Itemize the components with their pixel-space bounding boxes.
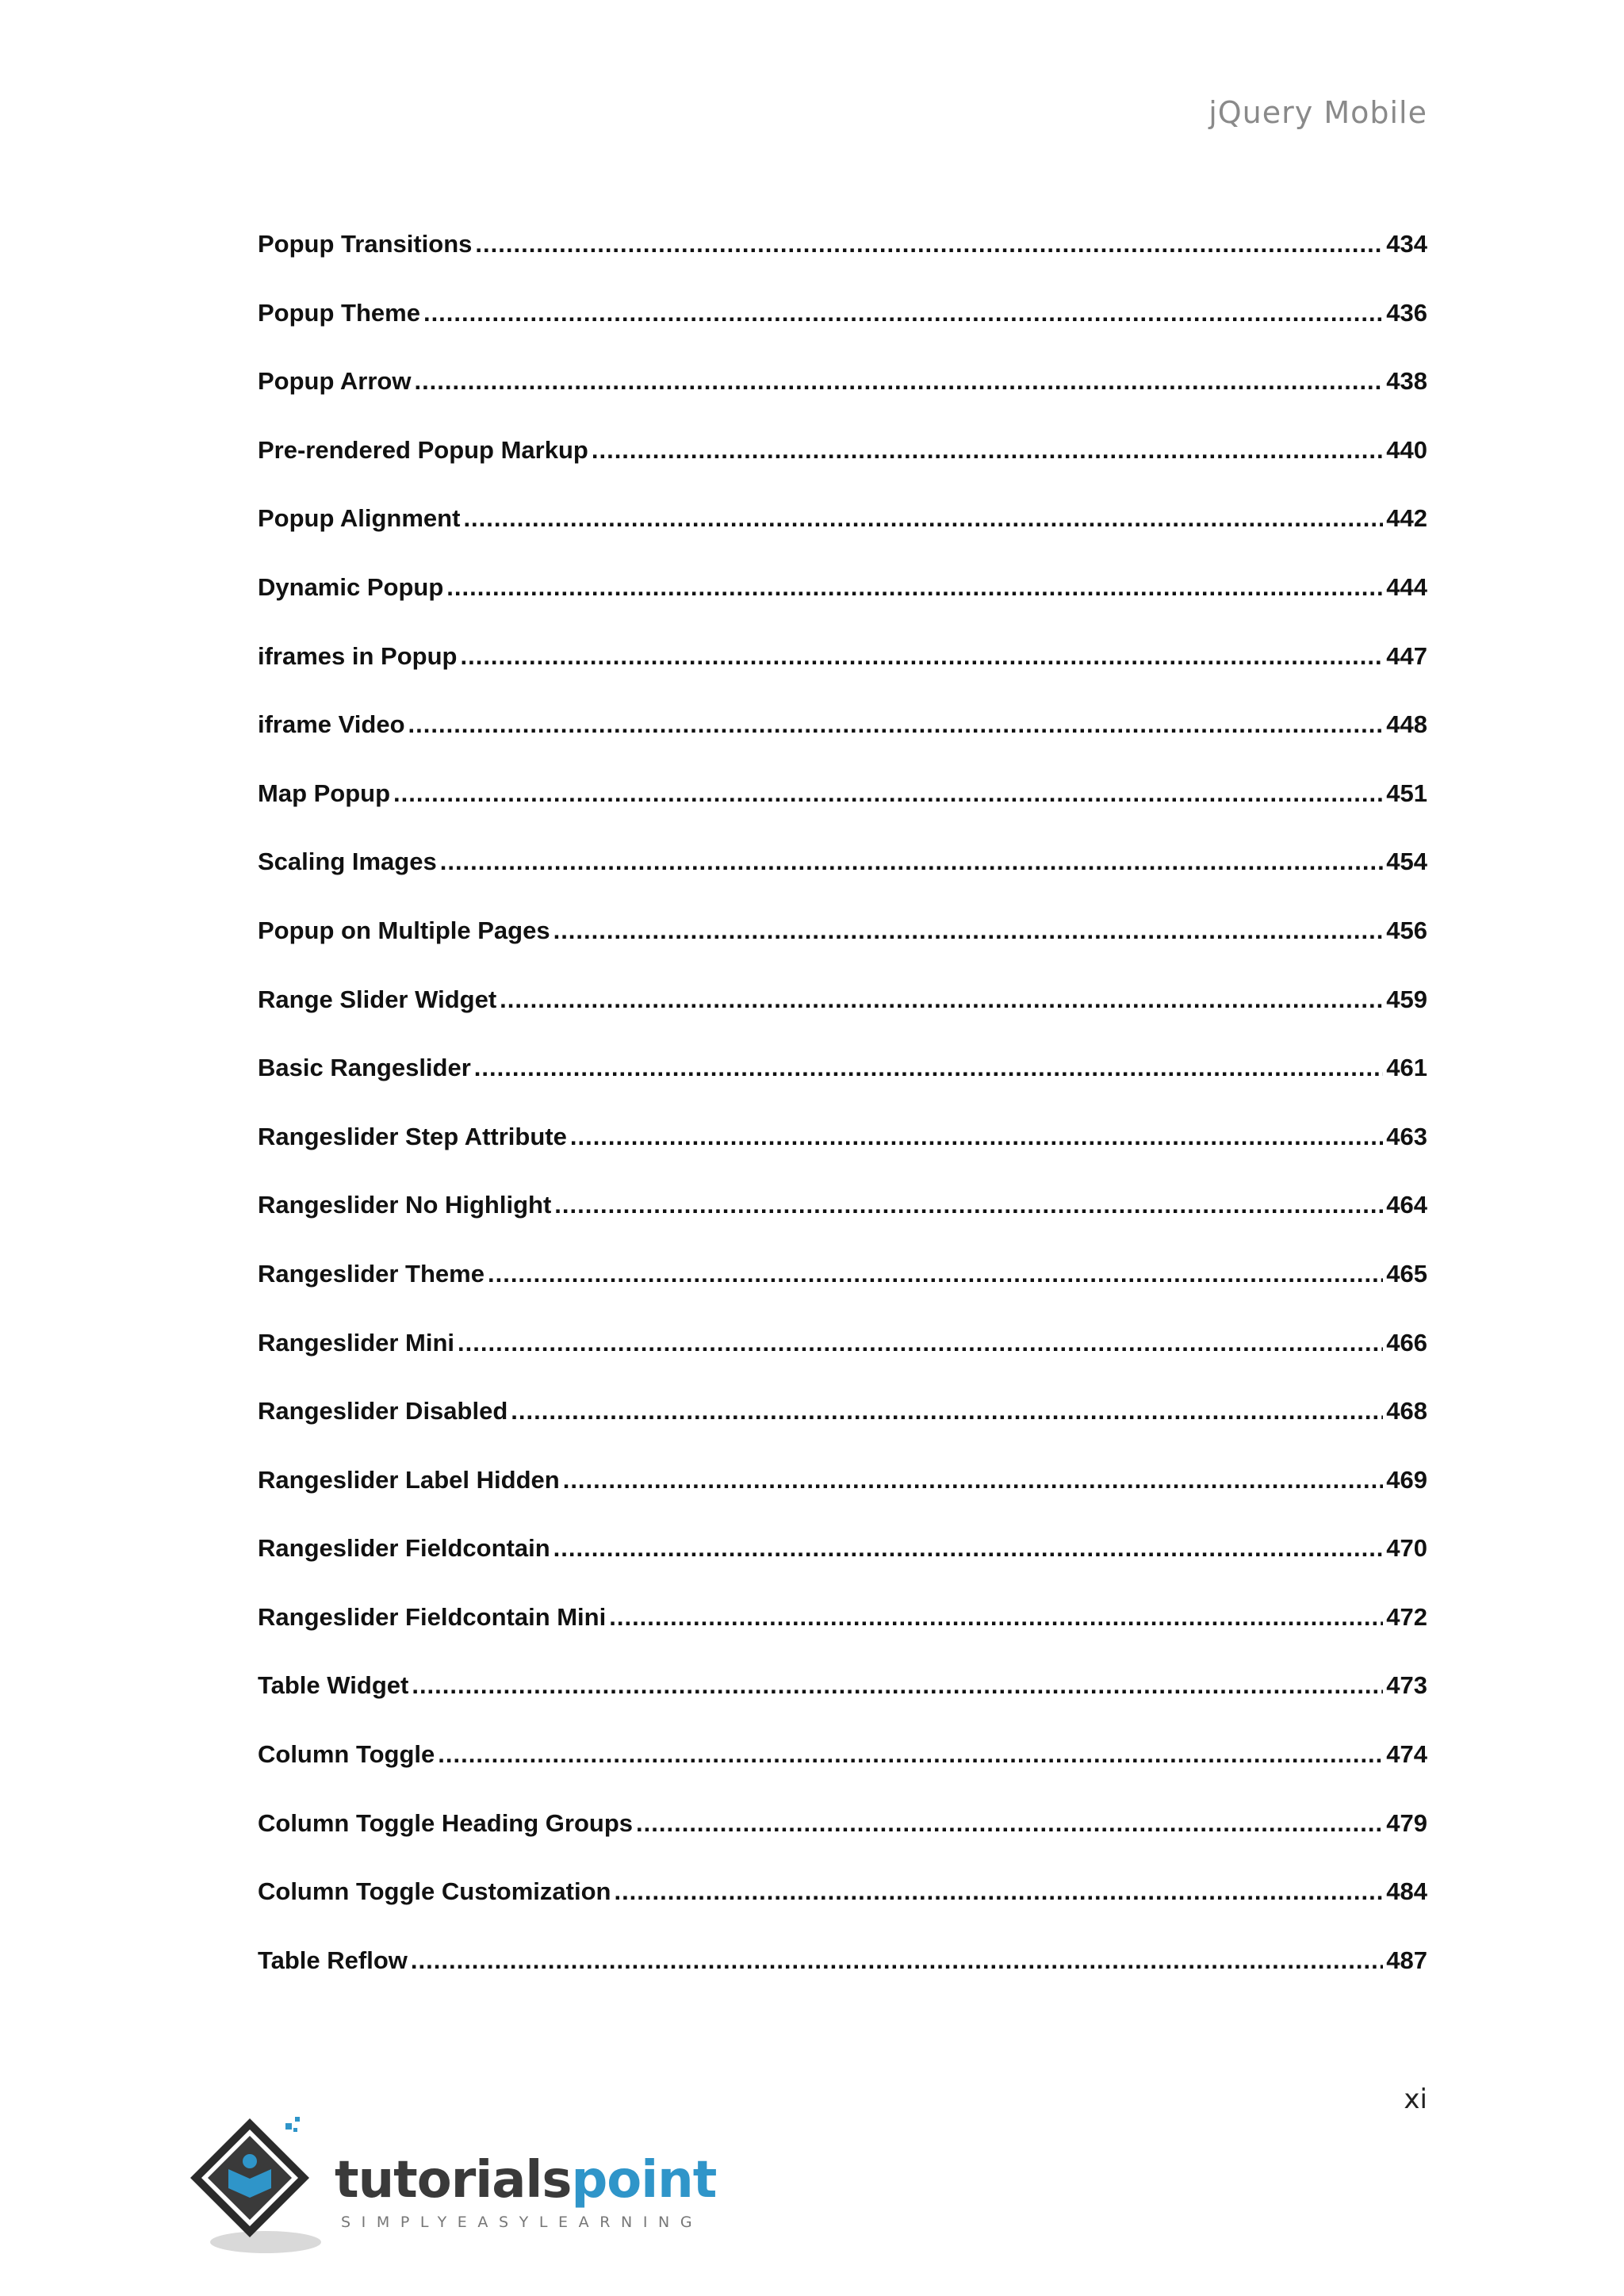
toc-entry[interactable] xyxy=(258,1740,1427,1809)
toc-entry-page: 465 xyxy=(1386,1259,1427,1288)
toc-dot-leader xyxy=(423,299,1383,327)
table-of-contents xyxy=(258,230,1427,2015)
toc-dot-leader xyxy=(592,436,1383,465)
toc-entry-page: 448 xyxy=(1386,710,1427,739)
toc-entry-title: Basic Rangeslider xyxy=(258,1054,471,1082)
toc-dot-leader xyxy=(411,1946,1383,1975)
toc-entry-page: 456 xyxy=(1386,916,1427,944)
toc-entry-title: Range Slider Widget xyxy=(258,985,497,1013)
toc-entry[interactable] xyxy=(258,1466,1427,1535)
logo-word-part2: point xyxy=(571,2151,717,2210)
toc-dot-leader xyxy=(440,848,1384,876)
toc-entry[interactable] xyxy=(258,1946,1427,2015)
toc-entry-title: iframe Video xyxy=(258,710,405,739)
logo-mark-icon xyxy=(190,2109,349,2267)
toc-entry-title: Column Toggle Heading Groups xyxy=(258,1808,634,1837)
running-header: jQuery Mobile xyxy=(1208,95,1427,130)
toc-dot-leader xyxy=(414,367,1383,396)
toc-entry-title: Rangeslider Step Attribute xyxy=(258,1122,567,1150)
toc-dot-leader xyxy=(460,642,1383,671)
toc-dot-leader xyxy=(463,504,1383,533)
toc-entry-title: Pre-rendered Popup Markup xyxy=(258,435,588,464)
toc-entry[interactable] xyxy=(258,1397,1427,1466)
toc-entry[interactable] xyxy=(258,1877,1427,1946)
toc-entry[interactable] xyxy=(258,779,1427,848)
toc-entry-page: 436 xyxy=(1386,298,1427,327)
toc-entry-title: Column Toggle xyxy=(258,1740,435,1769)
toc-dot-leader xyxy=(475,230,1383,258)
toc-entry-title: Dynamic Popup xyxy=(258,572,444,601)
toc-entry[interactable] xyxy=(258,1191,1427,1260)
toc-entry-page: 447 xyxy=(1386,641,1427,670)
toc-entry[interactable] xyxy=(258,1603,1427,1672)
toc-entry-page: 470 xyxy=(1386,1534,1427,1563)
toc-entry-title: Popup on Multiple Pages xyxy=(258,916,550,944)
logo-tagline: SIMPLYEASYLEARNING xyxy=(341,2214,703,2231)
toc-entry-title: Rangeslider Mini xyxy=(258,1328,455,1357)
toc-entry-title: Rangeslider Fieldcontain Mini xyxy=(258,1602,607,1631)
toc-entry[interactable] xyxy=(258,1809,1427,1878)
toc-entry[interactable] xyxy=(258,848,1427,916)
toc-dot-leader xyxy=(570,1123,1383,1151)
toc-entry[interactable] xyxy=(258,1534,1427,1603)
toc-dot-leader xyxy=(438,1740,1383,1769)
toc-dot-leader xyxy=(554,1191,1383,1219)
toc-entry-page: 440 xyxy=(1386,435,1427,464)
toc-entry-page: 464 xyxy=(1386,1191,1427,1219)
toc-entry[interactable] xyxy=(258,367,1427,436)
toc-entry-title: Map Popup xyxy=(258,779,391,807)
toc-entry-title: Popup Theme xyxy=(258,298,420,327)
toc-entry-page: 474 xyxy=(1386,1740,1427,1769)
toc-entry-title: Rangeslider Label Hidden xyxy=(258,1465,560,1494)
toc-dot-leader xyxy=(500,985,1383,1014)
toc-entry[interactable] xyxy=(258,230,1427,299)
toc-entry-title: Column Toggle Customization xyxy=(258,1877,611,1906)
toc-entry-page: 463 xyxy=(1386,1122,1427,1150)
toc-entry[interactable] xyxy=(258,916,1427,985)
toc-entry-title: Popup Alignment xyxy=(258,504,461,533)
toc-entry-page: 472 xyxy=(1386,1602,1427,1631)
toc-entry-page: 487 xyxy=(1386,1946,1427,1974)
toc-entry-page: 434 xyxy=(1386,230,1427,258)
toc-entry-page: 473 xyxy=(1386,1671,1427,1700)
toc-entry[interactable] xyxy=(258,436,1427,505)
toc-dot-leader xyxy=(393,779,1383,808)
toc-entry-title: Rangeslider No Highlight xyxy=(258,1191,552,1219)
logo-wordmark xyxy=(335,2151,717,2210)
toc-entry[interactable] xyxy=(258,710,1427,779)
toc-entry-title: Table Reflow xyxy=(258,1946,408,1974)
toc-dot-leader xyxy=(458,1329,1383,1357)
toc-entry-page: 451 xyxy=(1386,779,1427,807)
toc-entry-page: 444 xyxy=(1386,572,1427,601)
toc-entry[interactable] xyxy=(258,573,1427,642)
toc-entry[interactable] xyxy=(258,985,1427,1054)
toc-entry-page: 469 xyxy=(1386,1465,1427,1494)
toc-dot-leader xyxy=(563,1466,1384,1494)
toc-dot-leader xyxy=(488,1260,1383,1288)
toc-entry-title: Rangeslider Fieldcontain xyxy=(258,1534,550,1563)
tutorialspoint-logo xyxy=(190,2109,717,2267)
toc-entry-page: 438 xyxy=(1386,367,1427,396)
toc-dot-leader xyxy=(474,1054,1383,1082)
toc-entry-page: 442 xyxy=(1386,504,1427,533)
toc-entry-page: 468 xyxy=(1386,1397,1427,1425)
toc-entry-page: 459 xyxy=(1386,985,1427,1013)
toc-dot-leader xyxy=(614,1877,1383,1906)
toc-entry[interactable] xyxy=(258,1054,1427,1123)
toc-entry-page: 454 xyxy=(1386,848,1427,876)
toc-dot-leader xyxy=(636,1809,1383,1838)
logo-word-part1: tutorials xyxy=(335,2151,572,2210)
toc-dot-leader xyxy=(553,1534,1384,1563)
toc-entry[interactable] xyxy=(258,1329,1427,1398)
toc-entry-title: Table Widget xyxy=(258,1671,409,1700)
toc-dot-leader xyxy=(408,710,1384,739)
toc-entry[interactable] xyxy=(258,1671,1427,1740)
toc-entry-page: 484 xyxy=(1386,1877,1427,1906)
toc-entry-title: Scaling Images xyxy=(258,848,437,876)
toc-dot-leader xyxy=(511,1397,1383,1425)
toc-entry-page: 461 xyxy=(1386,1054,1427,1082)
toc-entry-title: Rangeslider Disabled xyxy=(258,1397,508,1425)
toc-dot-leader xyxy=(412,1671,1383,1700)
toc-dot-leader xyxy=(609,1603,1383,1632)
toc-entry-title: Popup Transitions xyxy=(258,230,473,258)
toc-entry-page: 466 xyxy=(1386,1328,1427,1357)
toc-dot-leader xyxy=(553,916,1384,945)
toc-entry-title: iframes in Popup xyxy=(258,641,458,670)
toc-entry-title: Rangeslider Theme xyxy=(258,1259,485,1288)
toc-entry-page: 479 xyxy=(1386,1808,1427,1837)
toc-entry[interactable] xyxy=(258,1260,1427,1329)
toc-entry[interactable] xyxy=(258,642,1427,711)
toc-entry[interactable] xyxy=(258,504,1427,573)
page-number: xi xyxy=(1404,2084,1427,2115)
toc-entry[interactable] xyxy=(258,299,1427,368)
toc-entry[interactable] xyxy=(258,1123,1427,1192)
toc-dot-leader xyxy=(446,573,1383,602)
toc-entry-title: Popup Arrow xyxy=(258,367,412,396)
